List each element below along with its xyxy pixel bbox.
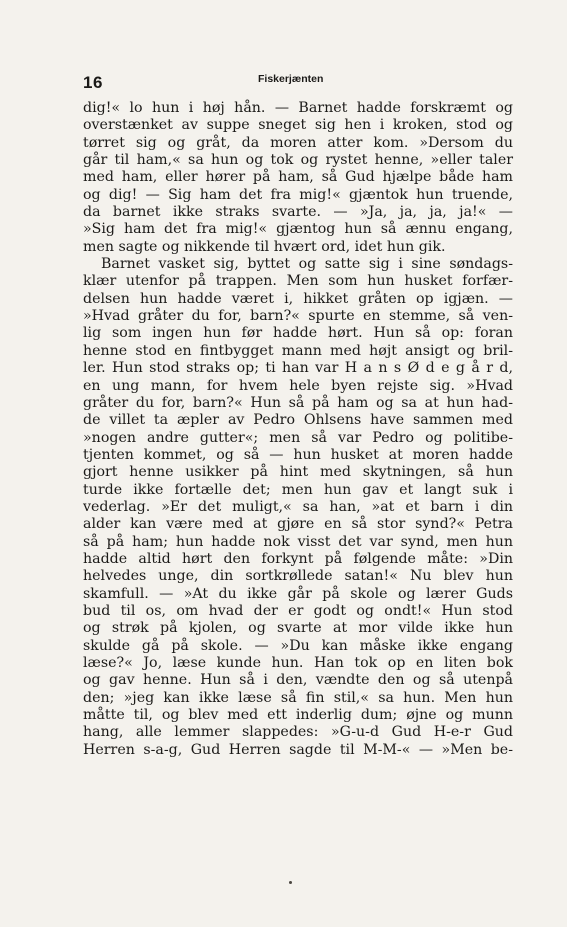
body-text — [83, 100, 513, 759]
text-line: gjort henne usikker på hint med skytningen, så hun — [83, 464, 513, 481]
text-line: skamfull. — »At du ikke går på skole og lærer Guds — [83, 585, 513, 602]
text-line: Herren s-a-g, Gud Herren sagde til M-M-« — »Men be- — [83, 741, 513, 758]
page-number: 16 — [83, 73, 103, 92]
text-line: dig!« lo hun i høj hån. — Barnet hadde forskræmt og — [83, 100, 513, 116]
text-line: skulde gå på skole. — »Du kan måske ikke engang — [83, 637, 513, 654]
text-line: bud til os, om hvad der er godt og ondt!« Hun stod — [83, 602, 513, 619]
text-line: men sagte og nikkende til hvært ord, idet hun gik. — [83, 238, 446, 255]
text-line: da barnet ikke straks svarte. — »Ja, ja, ja, ja!« — — [83, 204, 513, 221]
text-line: klær utenfor på trappen. Men som hun husket forfær- — [83, 273, 513, 290]
text-line: vederlag. »Er det muligt,« sa han, »at et barn i din — [83, 498, 513, 515]
text-line: hadde altid hørt den forkynt på følgende måte: »Din — [83, 550, 513, 567]
text-line: delsen hun hadde været i, hikket gråten op igjæn. — — [83, 290, 513, 307]
text-line: Barnet vasket sig, byttet og satte sig i sine søndags- — [101, 256, 513, 273]
text-line: og gav henne. Hun så i den, vændte den og så utenpå — [83, 672, 513, 689]
text-line: læse?« Jo, læse kunde hun. Han tok op en liten bok — [83, 655, 513, 671]
text-line: og strøk på kjolen, og svarte at mor vilde ikke hun — [83, 620, 513, 637]
paper-speck — [289, 881, 292, 884]
text-line: gråter du for, barn?« Hun så på ham og sa at hun had- — [83, 394, 513, 411]
text-line: helvedes unge, din sortkrøllede satan!« Nu blev hun — [83, 568, 513, 585]
text-line: med ham, eller hører på ham, så Gud hjælpe både ham — [83, 169, 513, 186]
text-line: »Sig ham det fra mig!« gjæntog hun så ænnu engang, — [83, 221, 513, 238]
text-line: hang, alle lemmer slappedes: »G-u-d Gud H-e-r Gud — [83, 724, 513, 741]
text-line: overstænket av suppe sneget sig hen i kroken, stod og — [83, 117, 513, 134]
text-line: tjenten kommet, og så — hun husket at moren hadde — [83, 446, 513, 463]
running-head: Fiskerjænten — [258, 73, 324, 85]
text-line: de villet ta æpler av Pedro Ohlsens have sammen med — [83, 412, 513, 429]
text-line: ler. Hun stod straks op; ti han var H a n s Ø d e g å r d, — [83, 360, 513, 377]
text-line: tørret sig og gråt, da moren atter kom. »Dersom du — [83, 134, 513, 151]
text-line: alder kan være med at gjøre en så stor synd?« Petra — [83, 516, 513, 533]
text-line: en ung mann, for hvem hele byen rejste sig. »Hvad — [83, 377, 513, 394]
text-line: den; »jeg kan ikke læse så fin stil,« sa hun. Men hun — [83, 689, 513, 706]
text-line: lig som ingen hun før hadde hørt. Hun så op: foran — [83, 325, 513, 342]
text-line: og dig! — Sig ham det fra mig!« gjæntok hun truende, — [83, 186, 513, 203]
text-line: måtte til, og blev med ett inderlig dum; øjne og munn — [83, 707, 513, 724]
text-line: henne stod en fintbygget mann med højt ansigt og bril- — [83, 342, 513, 359]
text-line: går til ham,« sa hun og tok og rystet henne, »eller taler — [83, 152, 513, 169]
text-line: turde ikke fortælle det; men hun gav et langt suk i — [83, 481, 513, 498]
text-line: så på ham; hun hadde nok visst det var synd, men hun — [83, 533, 513, 550]
text-line: »nogen andre gutter«; men så var Pedro og politibe- — [83, 429, 513, 446]
text-line: »Hvad gråter du for, barn?« spurte en stemme, så ven- — [83, 308, 513, 325]
